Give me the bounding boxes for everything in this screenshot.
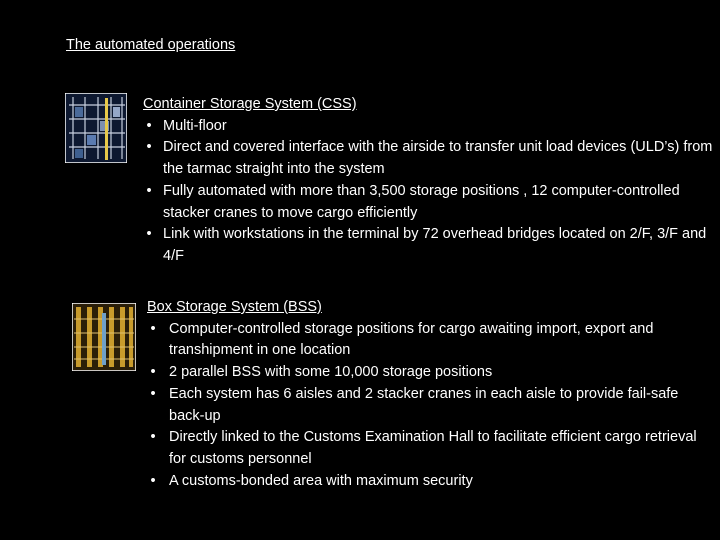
css-bullet-text: Link with workstations in the terminal by 72 overhead bridges located on 2/F, 3/F and 4/F (163, 226, 707, 264)
bullet-dot: • (150, 472, 156, 489)
css-heading: Container Storage System (CSS) (143, 96, 357, 112)
bss-bullet (147, 427, 717, 470)
css-bullet (143, 116, 713, 138)
css-bullet (143, 224, 713, 267)
bullet-dot: • (150, 385, 156, 402)
css-racking-photo (65, 93, 127, 163)
bullet-dot: • (146, 182, 152, 199)
bullet-dot: • (150, 320, 156, 337)
slide-title: The automated operations (66, 37, 236, 53)
bullet-dot: • (150, 429, 156, 446)
bss-bullet-text: Computer-controlled storage positions for cargo awaiting import, export and transhipment in one location (169, 320, 654, 359)
bss-heading: Box Storage System (BSS) (147, 299, 322, 315)
css-section (143, 94, 713, 268)
bullet-dot: • (146, 226, 152, 243)
css-bullet-text: Direct and covered interface with the airside to transfer unit load devices (ULD’s) from the tarmac straight into the system (163, 139, 713, 178)
bss-bullet (147, 362, 717, 384)
bss-bullet (147, 471, 717, 493)
bss-bullet (147, 384, 717, 427)
bss-storage-photo (72, 303, 136, 371)
css-bullet (143, 181, 713, 224)
css-bullet (143, 137, 713, 180)
css-bullet-list (143, 116, 713, 268)
bullet-dot: • (150, 364, 156, 381)
bss-bullet-text: 2 parallel BSS with some 10,000 storage positions (169, 364, 493, 381)
bss-bullet (147, 319, 717, 362)
bullet-dot: • (146, 117, 152, 134)
bss-section (147, 297, 717, 492)
bullet-dot: • (146, 139, 152, 156)
css-bullet-text: Fully automated with more than 3,500 storage positions , 12 computer-controlled stacker cranes to move cargo efficiently (163, 182, 680, 221)
bss-bullet-text: Each system has 6 aisles and 2 stacker cranes in each aisle to provide fail-safe back-up (169, 385, 679, 424)
css-bullet-text: Multi-floor (163, 117, 227, 134)
bss-bullet-text: Directly linked to the Customs Examination Hall to facilitate efficient cargo retrieval for customs personnel (169, 429, 697, 467)
bss-bullet-text: A customs-bonded area with maximum security (169, 472, 473, 489)
bss-bullet-list (147, 319, 717, 493)
